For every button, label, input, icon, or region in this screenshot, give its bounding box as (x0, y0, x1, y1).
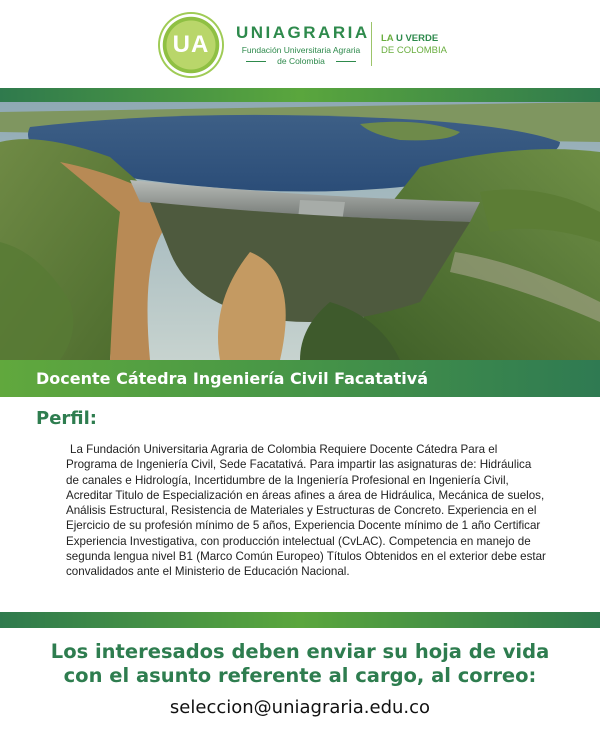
brand-rule-right (336, 61, 356, 62)
cta-line2: con el asunto referente al cargo, al correo: (63, 664, 537, 687)
contact-email[interactable]: seleccion@uniagraria.edu.co (169, 697, 431, 718)
cta-line1: Los interesados deben enviar su hoja de vida (50, 640, 550, 663)
job-title: Docente Cátedra Ingeniería Civil Facatativá (36, 369, 429, 388)
brand-name: UNIAGRARIA (236, 23, 370, 42)
header (0, 0, 600, 88)
slogan-highlight: U VERDE (395, 33, 439, 44)
brand-subtitle-line2: de Colombia (277, 56, 325, 66)
brand-subtitle-line1: Fundación Universitaria Agraria (241, 45, 361, 55)
slogan-line1 (381, 33, 438, 44)
profile-description: La Fundación Universitaria Agraria de Colombia Requiere Docente Cátedra Para el Programa de Ingeniería Civil, Sede Facatativá. Para impartir las asignaturas de: Hidráulica de canales e Hidrología, Incertidumbre de la Ingeniería Profesional en Ingeniería Civil, Acreditar Titulo de Especialización en áreas afines a área de Hidráulica, Mecánica de suelos, Análisis Estructural, Resistencia de Materiales y Estructuras de Concreto. Experiencia en el Ejercicio de su profesión mínimo de 5 años, Experiencia Docente mínimo de 1 año Certificar Experiencia Investigativa, con producción intelectual (CvLAC). Competencia en manejo de segunda lengua nivel B1 (Marco Común Europeo) Títulos Obtenidos en el exterior debe estar convalidados ante el Ministerio de Educación Nacional. (66, 443, 546, 579)
call-to-action (0, 640, 600, 688)
job-title-banner (0, 360, 600, 397)
uniagraria-logo (158, 12, 224, 78)
top-green-stripe (0, 88, 600, 102)
bottom-green-stripe (0, 612, 600, 628)
profile-heading: Perfil: (36, 408, 97, 429)
logo-initials: UA (172, 31, 210, 58)
dam-aerial-photo (0, 102, 600, 360)
slogan-prefix: LA (381, 33, 396, 44)
header-divider (371, 22, 372, 66)
slogan-line2: DE COLOMBIA (381, 45, 447, 56)
